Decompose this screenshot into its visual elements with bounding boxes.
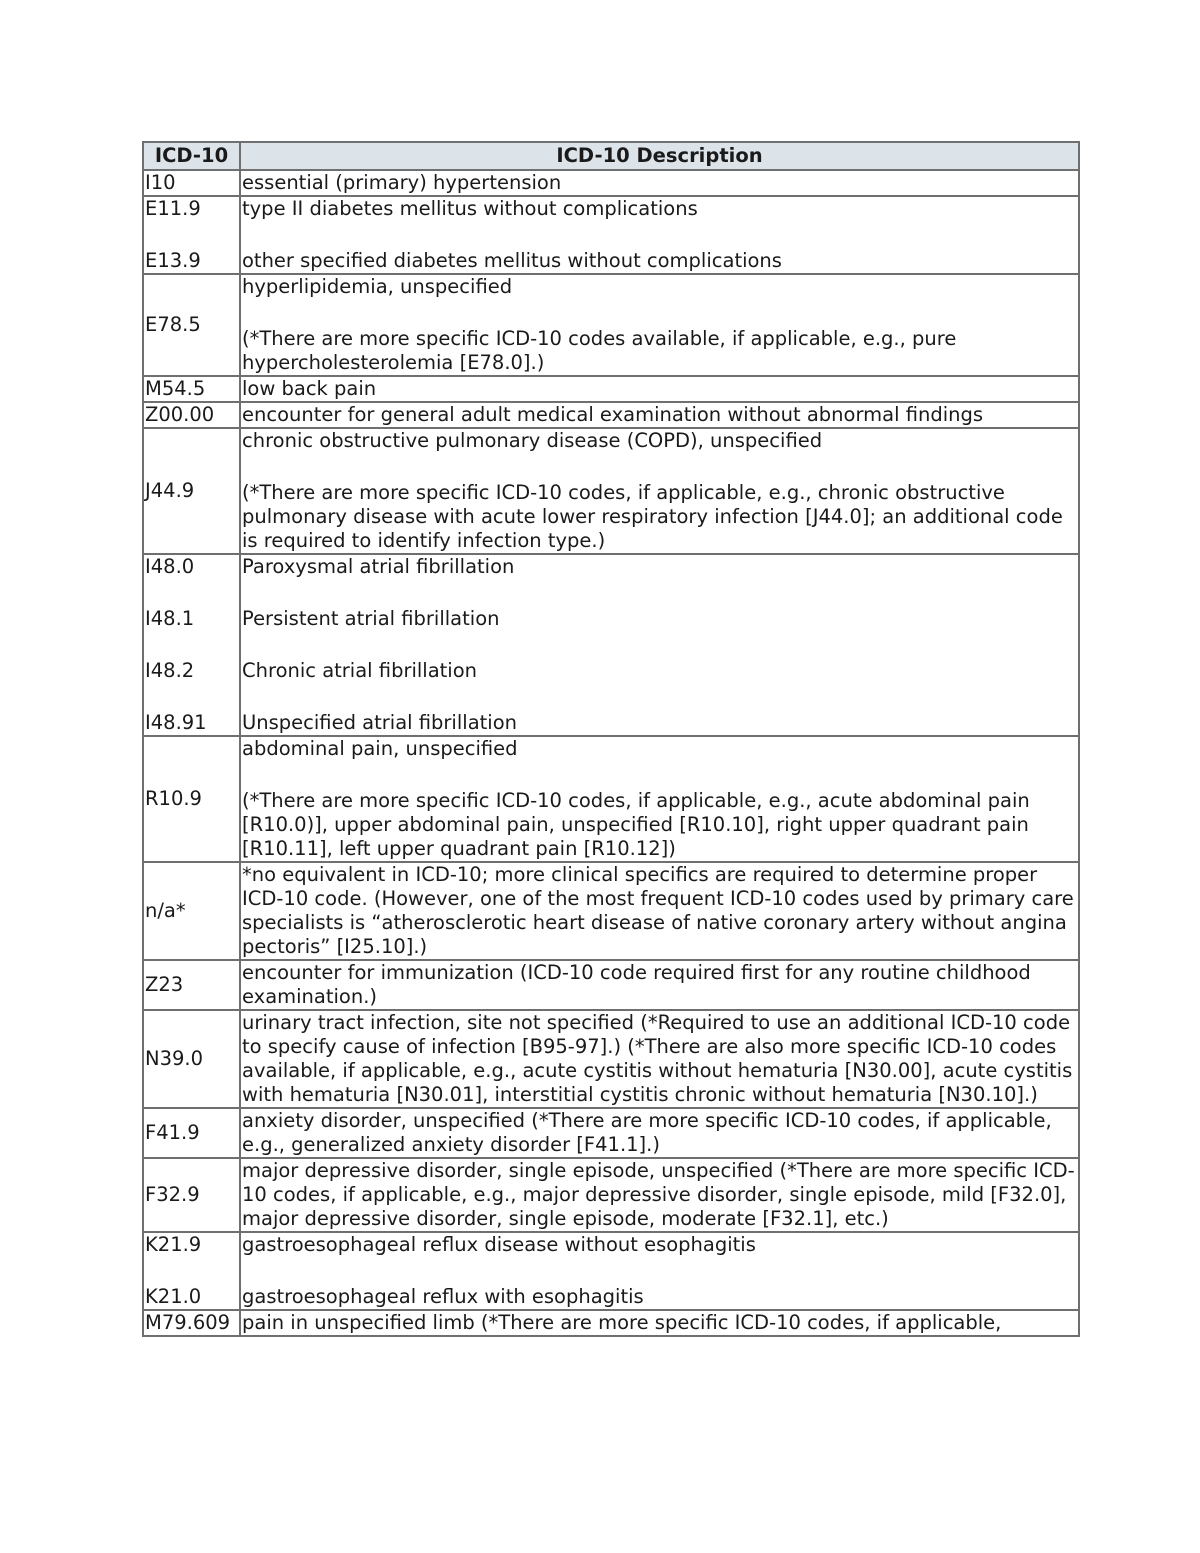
description-cell (240, 1108, 1079, 1158)
icd-code: N39.0 (145, 1047, 204, 1070)
icd-description: (*There are more specific ICD-10 codes available, if applicable, e.g., pure hypercholesterolemia [E78.0].) (242, 327, 957, 374)
icd-description: Persistent atrial fibrillation (242, 607, 500, 630)
icd-description: (*There are more specific ICD-10 codes, if applicable, e.g., chronic obstructive pulmonary disease with acute lower respiratory infection [J44.0]; an additional code is required to identify infection type.) (242, 481, 1063, 552)
code-cell (143, 736, 240, 862)
table-row (143, 428, 1079, 554)
icd-code: n/a* (145, 899, 186, 922)
description-cell (240, 736, 1079, 862)
code-cell (143, 1310, 240, 1336)
icd-description: anxiety disorder, unspecified (*There are more specific ICD-10 codes, if applicable, e.g., generalized anxiety disorder [F41.1].) (242, 1109, 1052, 1156)
code-cell (143, 1108, 240, 1158)
code-cell (143, 196, 240, 274)
icd-description: pain in unspecified limb (*There are more specific ICD-10 codes, if applicable, (242, 1311, 1002, 1334)
icd-code: F41.9 (145, 1121, 200, 1144)
icd-code: E78.5 (145, 313, 201, 336)
table-header-row (143, 142, 1079, 170)
table-row (143, 1310, 1079, 1336)
icd-description: other specified diabetes mellitus without complications (242, 249, 782, 272)
table-row (143, 402, 1079, 428)
icd-description: abdominal pain, unspecified (242, 737, 518, 760)
description-cell (240, 1310, 1079, 1336)
icd-description: Unspecified atrial fibrillation (242, 711, 517, 734)
icd-code: E13.9 (145, 249, 201, 272)
description-cell (240, 428, 1079, 554)
icd-description: gastroesophageal reflux with esophagitis (242, 1285, 644, 1308)
icd-code: F32.9 (145, 1183, 200, 1206)
description-cell (240, 170, 1079, 196)
table-row (143, 1232, 1079, 1310)
icd-description: (*There are more specific ICD-10 codes, if applicable, e.g., acute abdominal pain [R10.0)], upper abdominal pain, unspecified [R10.10], right upper quadrant pain [R10.11], left upper quadrant pain [R10.12]) (242, 789, 1030, 860)
icd-description: essential (primary) hypertension (242, 171, 562, 194)
table-row (143, 554, 1079, 736)
icd-code: R10.9 (145, 787, 202, 810)
description-cell (240, 274, 1079, 376)
icd-code: M54.5 (145, 377, 206, 400)
icd-code: Z00.00 (145, 403, 215, 426)
table-row (143, 170, 1079, 196)
table-row (143, 1158, 1079, 1232)
icd-description: hyperlipidemia, unspecified (242, 275, 513, 298)
description-cell (240, 402, 1079, 428)
icd-code: I48.1 (145, 607, 195, 630)
description-cell (240, 1010, 1079, 1108)
icd-code: M79.609 (145, 1311, 231, 1334)
icd-code: I10 (145, 171, 176, 194)
description-cell (240, 862, 1079, 960)
icd-code: K21.0 (145, 1285, 202, 1308)
code-cell (143, 1010, 240, 1108)
code-cell (143, 554, 240, 736)
code-cell (143, 170, 240, 196)
icd-code: J44.9 (145, 479, 195, 502)
code-cell (143, 376, 240, 402)
icd-description: type II diabetes mellitus without complications (242, 197, 698, 220)
icd-code: K21.9 (145, 1233, 202, 1256)
code-cell (143, 960, 240, 1010)
icd-description: low back pain (242, 377, 377, 400)
header-description: ICD-10 Description (240, 142, 1079, 170)
icd-code: I48.2 (145, 659, 195, 682)
icd-code: E11.9 (145, 197, 201, 220)
icd-code: I48.0 (145, 555, 195, 578)
description-cell (240, 1158, 1079, 1232)
icd-code: I48.91 (145, 711, 207, 734)
table-row (143, 736, 1079, 862)
description-cell (240, 376, 1079, 402)
icd-description: chronic obstructive pulmonary disease (COPD), unspecified (242, 429, 823, 452)
icd-description: encounter for immunization (ICD-10 code required first for any routine childhood examination.) (242, 961, 1031, 1008)
table-row (143, 196, 1079, 274)
icd-description: encounter for general adult medical examination without abnormal findings (242, 403, 984, 426)
description-cell (240, 960, 1079, 1010)
icd-description: gastroesophageal reflux disease without esophagitis (242, 1233, 756, 1256)
icd10-table (142, 141, 1080, 1337)
table-row (143, 274, 1079, 376)
code-cell (143, 862, 240, 960)
header-code: ICD-10 (143, 142, 240, 170)
icd-description: *no equivalent in ICD-10; more clinical specifics are required to determine proper ICD-10 code. (However, one of the most frequent ICD-10 codes used by primary care specialists is “atherosclerotic heart disease of native coronary artery without angina pectoris” [I25.10].) (242, 863, 1074, 958)
code-cell (143, 402, 240, 428)
table-row (143, 376, 1079, 402)
table-row (143, 1108, 1079, 1158)
code-cell (143, 1158, 240, 1232)
table-body (143, 170, 1079, 1336)
icd-code: Z23 (145, 973, 184, 996)
description-cell (240, 554, 1079, 736)
code-cell (143, 1232, 240, 1310)
table-row (143, 960, 1079, 1010)
icd-description: Paroxysmal atrial fibrillation (242, 555, 515, 578)
icd-description: major depressive disorder, single episode, unspecified (*There are more specific ICD-10 codes, if applicable, e.g., major depressive disorder, single episode, mild [F32.0], major depressive disorder, single episode, moderate [F32.1], etc.) (242, 1159, 1075, 1230)
table-row (143, 1010, 1079, 1108)
table-row (143, 862, 1079, 960)
icd-description: Chronic atrial fibrillation (242, 659, 478, 682)
description-cell (240, 1232, 1079, 1310)
icd-description: urinary tract infection, site not specified (*Required to use an additional ICD-10 code to specify cause of infection [B95-97].) (*There are also more specific ICD-10 codes available, if applicable, e.g., acute cystitis without hematuria [N30.00], acute cystitis with hematuria [N30.01], interstitial cystitis chronic without hematuria [N30.10].) (242, 1011, 1073, 1106)
code-cell (143, 274, 240, 376)
code-cell (143, 428, 240, 554)
description-cell (240, 196, 1079, 274)
